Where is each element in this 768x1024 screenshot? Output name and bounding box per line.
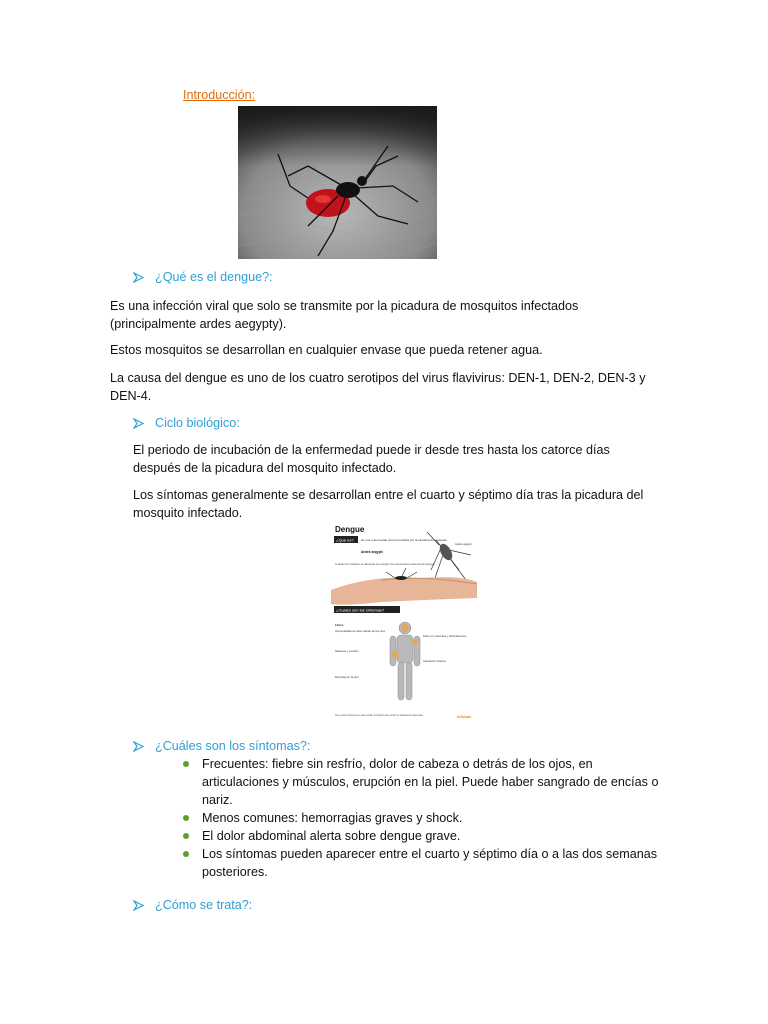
dengue-infographic (331, 520, 477, 722)
infographic-footer: Ante estos síntomas se debe acudir al médico para recibir el tratamiento adecuado (335, 714, 423, 717)
list-item-text: Frecuentes: fiebre sin resfrío, dolor de cabeza o detrás de los ojos, en articulaciones y músculos, erupción en la piel. Puede haber sangrado de encías o nariz. (202, 757, 659, 807)
heading-label: ¿Qué es el dengue?: (155, 270, 273, 284)
paragraph: Estos mosquitos se desarrollan en cualquier envase que pueda retener agua. (110, 343, 543, 357)
infographic-label-manchas: Manchas en la piel (335, 675, 359, 679)
infographic-q1: ¿Qué es? (336, 537, 354, 543)
arrow-bullet-icon (133, 741, 144, 752)
list-item-text: El dolor abdominal alerta sobre dengue grave. (202, 829, 461, 843)
heading-label: Ciclo biológico: (155, 416, 240, 430)
infographic-brand: infobae (457, 714, 472, 719)
section-heading-ciclo (133, 414, 240, 432)
bullet-dot-icon (183, 851, 189, 857)
section-heading-tratamiento (133, 896, 252, 914)
arrow-bullet-icon (133, 900, 144, 911)
intro-heading: Introducción: (183, 88, 256, 102)
infographic-species: Aedes aegypti (361, 550, 383, 554)
infographic-q2: ¿Cuáles son los síntomas? (336, 607, 385, 613)
mosquito-image (238, 106, 437, 259)
heading-label: ¿Cuáles son los síntomas?: (155, 739, 311, 753)
infographic-label-fiebre: Fiebre (335, 623, 344, 627)
section-heading-sintomas (133, 737, 310, 755)
bullet-dot-icon (183, 833, 189, 839)
arrow-bullet-icon (133, 418, 144, 429)
section-heading-que-es (133, 268, 273, 286)
arrow-bullet-icon (133, 272, 144, 283)
infographic-title: Dengue (335, 525, 365, 534)
list-item-text: Los síntomas pueden aparecer entre el cuarto y séptimo día o a las dos semanas posteriores. (202, 847, 658, 879)
infographic-q1-text: Es una enfermedad viral transmitida por la picadura de mosquito (361, 538, 447, 542)
paragraph: Es una infección viral que solo se transmite por la picadura de mosquitos infectados (principalmente ardes aegypty). (110, 299, 579, 331)
infographic-bite-text: Cuando el mosquito se alimenta con sangre de una persona enferma de dengue (335, 562, 435, 566)
paragraph: La causa del dengue es uno de los cuatro serotipos del virus flavivirus: DEN-1, DEN-2, DEN-3 y DEN-4. (110, 371, 646, 403)
infographic-image (331, 520, 477, 722)
list-item (180, 827, 660, 845)
mosquito-photo (238, 106, 437, 259)
infographic-label-fiebre-desc: Acompañada de dolor detrás de los ojos (335, 629, 386, 633)
list-item (180, 809, 660, 827)
infographic-label-nauseas: Náuseas y vómitos (335, 649, 359, 653)
infographic-mosquito-label: Aedes aegypti (455, 543, 472, 546)
infographic-label-cansancio: Cansancio intenso (423, 659, 447, 663)
infographic-label-dolor: Dolor en músculos y articulaciones (423, 634, 467, 638)
list-item (180, 845, 660, 881)
paragraph: El periodo de incubación de la enfermedad puede ir desde tres hasta los catorce días después de la picadura del mosquito infectado. (133, 443, 610, 475)
bullet-dot-icon (183, 815, 189, 821)
list-item (180, 755, 660, 809)
list-item-text: Menos comunes: hemorragias graves y shock. (202, 811, 463, 825)
symptom-list (180, 755, 660, 881)
bullet-dot-icon (183, 761, 189, 767)
paragraph: Los síntomas generalmente se desarrollan entre el cuarto y séptimo día tras la picadura del mosquito infectado. (133, 488, 644, 520)
heading-label: ¿Cómo se trata?: (155, 898, 253, 912)
